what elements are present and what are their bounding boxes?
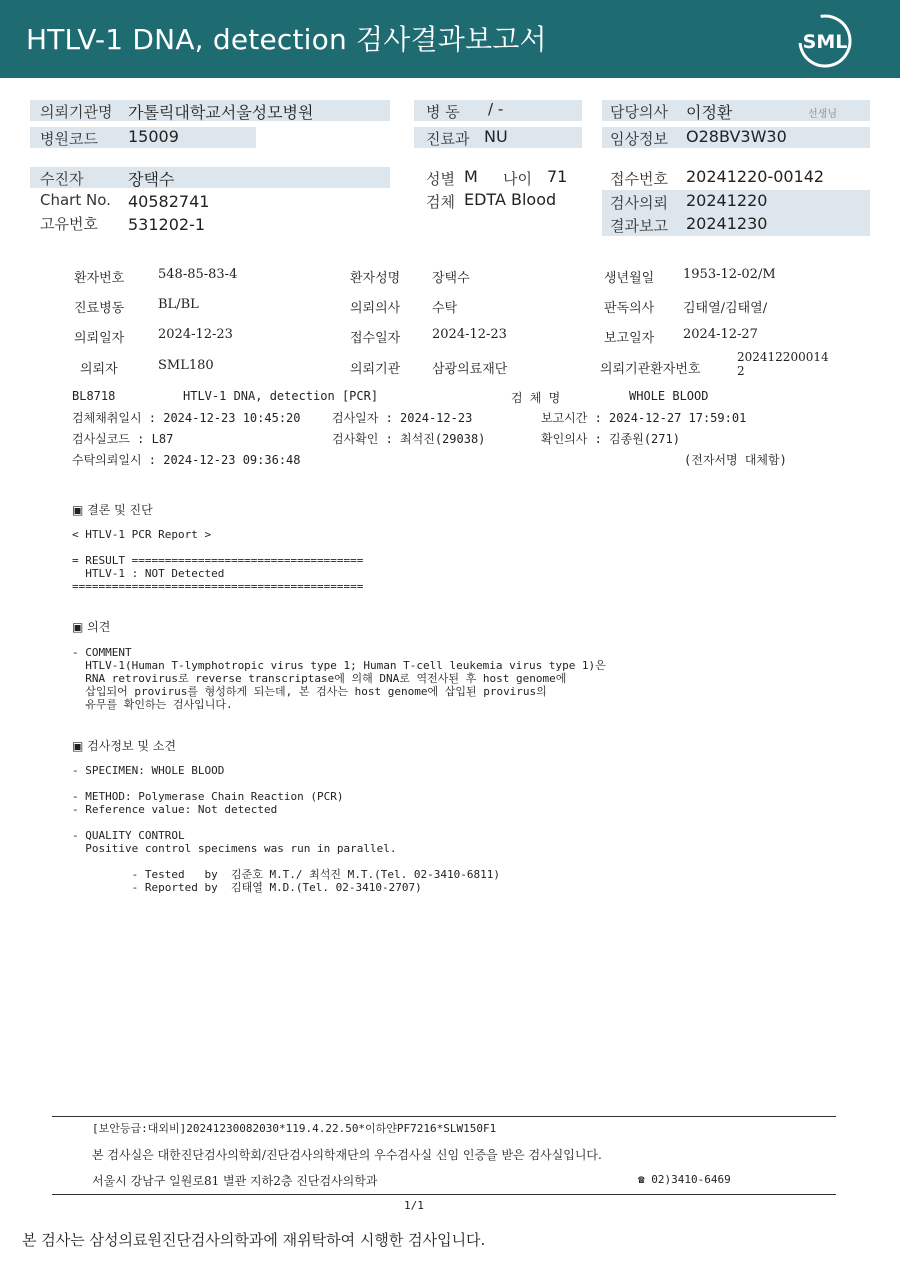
department-value: NU bbox=[484, 127, 508, 146]
specimen-name-value: WHOLE BLOOD bbox=[629, 389, 709, 403]
sml-logo-icon bbox=[796, 12, 854, 70]
receipt-date-value: 2024-12-23 bbox=[432, 327, 507, 342]
receive-datetime: 수탁의뢰일시 : 2024-12-23 09:36:48 bbox=[72, 453, 301, 467]
requester-value: SML180 bbox=[158, 358, 214, 373]
req-inst-patient-value-2: 2 bbox=[737, 364, 745, 378]
collect-datetime: 검체채취일시 : 2024-12-23 10:45:20 bbox=[72, 411, 301, 425]
req-date-label: 의뢰일자 bbox=[74, 331, 125, 346]
request-label: 검사의뢰 bbox=[610, 194, 668, 212]
opinion-body: - COMMENT HTLV-1(Human T-lymphotropic virus type 1; Human T-cell leukemia virus type 1)은 RNA retrovirus로 reverse transcriptase에 의해 DNA로 역전사된 후 host genome에 삽입되어 provirus를 형성하게 되는데, 본 검사는 host genome에 삽입된 provirus의 유무를 확인하는 검사입니다. bbox=[72, 646, 606, 711]
patient-name-value: 장택수 bbox=[432, 271, 470, 286]
specimen-name-label: 검 체 명 bbox=[511, 391, 561, 405]
testinfo-body: - SPECIMEN: WHOLE BLOOD - METHOD: Polymerase Chain Reaction (PCR) - Reference value: Not detected - QUALITY CONTROL Positive control specimens was run in parallel. - Tested by 김준호 M.T./ 최석진 M.T.(Tel. 02-3410-6811) - Reported by 김태열 M.D.(Tel. 02-3410-2707) bbox=[72, 764, 500, 894]
req-doctor-label: 의뢰의사 bbox=[350, 301, 401, 316]
exam-date: 검사일자 : 2024-12-23 bbox=[332, 411, 473, 425]
lab-code: 검사실코드 : L87 bbox=[72, 432, 174, 446]
doctor-label: 담당의사 bbox=[610, 103, 668, 121]
request-value: 20241220 bbox=[686, 191, 768, 210]
patient-no-label: 환자번호 bbox=[74, 271, 125, 286]
page-number: 1/1 bbox=[404, 1199, 424, 1212]
report-title: HTLV-1 DNA, detection 검사결과보고서 bbox=[26, 23, 547, 56]
conclusion-body: < HTLV-1 PCR Report > = RESULT =================================== HTLV-1 : NOT Detected ============================================ bbox=[72, 528, 364, 593]
footer-divider-bottom bbox=[52, 1194, 836, 1195]
section-testinfo-title: ▣ 검사정보 및 소견 bbox=[72, 739, 176, 753]
req-inst-label: 의뢰기관 bbox=[350, 362, 401, 377]
security-line: [보안등급:대외비]20241230082030*119.4.22.50*이하얀PF7216*SLW150F1 bbox=[92, 1122, 497, 1135]
patient-no-value: 548-85-83-4 bbox=[158, 267, 238, 282]
phone-line: ☎ 02)3410-6469 bbox=[638, 1173, 731, 1186]
requester-label: 의뢰자 bbox=[80, 362, 118, 377]
result-value: 20241230 bbox=[686, 214, 768, 233]
patient-box bbox=[30, 167, 390, 188]
institution-label: 의뢰기관명 bbox=[40, 103, 113, 121]
test-code: BL8718 bbox=[72, 389, 116, 403]
specimen-value: EDTA Blood bbox=[464, 190, 557, 209]
specimen-label: 검체 bbox=[426, 193, 455, 211]
report-date-value: 2024-12-27 bbox=[683, 327, 758, 342]
ward-r-label: 진료병동 bbox=[74, 301, 125, 316]
footer-divider-top bbox=[52, 1116, 836, 1117]
doctor-suffix: 선생님 bbox=[808, 109, 837, 120]
birth-value: 1953-12-02/M bbox=[683, 267, 776, 282]
report-date-label: 보고일자 bbox=[604, 331, 655, 346]
institution-value: 가톨릭대학교서울성모병원 bbox=[128, 103, 314, 122]
exam-confirm: 검사확인 : 최석진(29038) bbox=[332, 432, 486, 446]
patient-name-label: 환자성명 bbox=[350, 271, 401, 286]
report-header bbox=[0, 0, 900, 78]
sex-label: 성별 bbox=[426, 170, 455, 188]
department-label: 진료과 bbox=[426, 130, 470, 148]
sex-value: M bbox=[464, 167, 478, 186]
ward-label: 병 동 bbox=[426, 103, 460, 121]
uid-value: 531202-1 bbox=[128, 215, 206, 234]
receipt-date-label: 접수일자 bbox=[350, 331, 401, 346]
clinical-value: O28BV3W30 bbox=[686, 127, 787, 146]
test-name: HTLV-1 DNA, detection [PCR] bbox=[183, 389, 379, 403]
age-label: 나이 bbox=[503, 170, 532, 188]
req-date-value: 2024-12-23 bbox=[158, 327, 233, 342]
patient-label: 수진자 bbox=[40, 170, 84, 188]
hospital-code-label: 병원코드 bbox=[40, 130, 98, 148]
ward-r-value: BL/BL bbox=[158, 297, 199, 312]
clinical-label: 임상정보 bbox=[610, 130, 668, 148]
ward-value: / - bbox=[488, 100, 504, 118]
uid-label: 고유번호 bbox=[40, 215, 98, 233]
certification-line: 본 검사실은 대한진단검사의학회/진단검사의학재단의 우수검사실 신임 인증을 받은 검사실입니다. bbox=[92, 1148, 602, 1162]
receipt-label: 접수번호 bbox=[610, 170, 668, 188]
section-opinion-title: ▣ 의견 bbox=[72, 620, 111, 634]
chart-value: 40582741 bbox=[128, 192, 210, 211]
receipt-value: 20241220-00142 bbox=[686, 167, 825, 186]
confirm-doctor: 확인의사 : 김종원(271) bbox=[541, 432, 680, 446]
req-inst-value: 삼광의료재단 bbox=[432, 362, 508, 377]
patient-value: 장택수 bbox=[128, 170, 175, 189]
result-label: 결과보고 bbox=[610, 217, 668, 235]
birth-label: 생년월일 bbox=[604, 271, 655, 286]
chart-label: Chart No. bbox=[40, 191, 111, 209]
report-time: 보고시간 : 2024-12-27 17:59:01 bbox=[541, 411, 747, 425]
reading-doctor-label: 판독의사 bbox=[604, 301, 655, 316]
doctor-value: 이정환 bbox=[686, 103, 733, 122]
outsourcing-note: 본 검사는 삼성의료원진단검사의학과에 재위탁하여 시행한 검사입니다. bbox=[22, 1231, 486, 1249]
address-line: 서울시 강남구 일원로81 별관 지하2층 진단검사의학과 bbox=[92, 1174, 378, 1188]
req-inst-patient-value: 202412200014 bbox=[737, 350, 829, 364]
reading-doctor-value: 김태열/김태열/ bbox=[683, 301, 768, 316]
req-inst-patient-label: 의뢰기관환자번호 bbox=[600, 362, 701, 377]
req-doctor-value: 수탁 bbox=[432, 301, 458, 316]
hospital-code-value: 15009 bbox=[128, 127, 179, 146]
section-conclusion-title: ▣ 결론 및 진단 bbox=[72, 503, 153, 517]
age-value: 71 bbox=[547, 167, 568, 186]
e-signature-note: (전자서명 대체함) bbox=[684, 453, 787, 467]
svg-text:SML: SML bbox=[802, 31, 848, 53]
